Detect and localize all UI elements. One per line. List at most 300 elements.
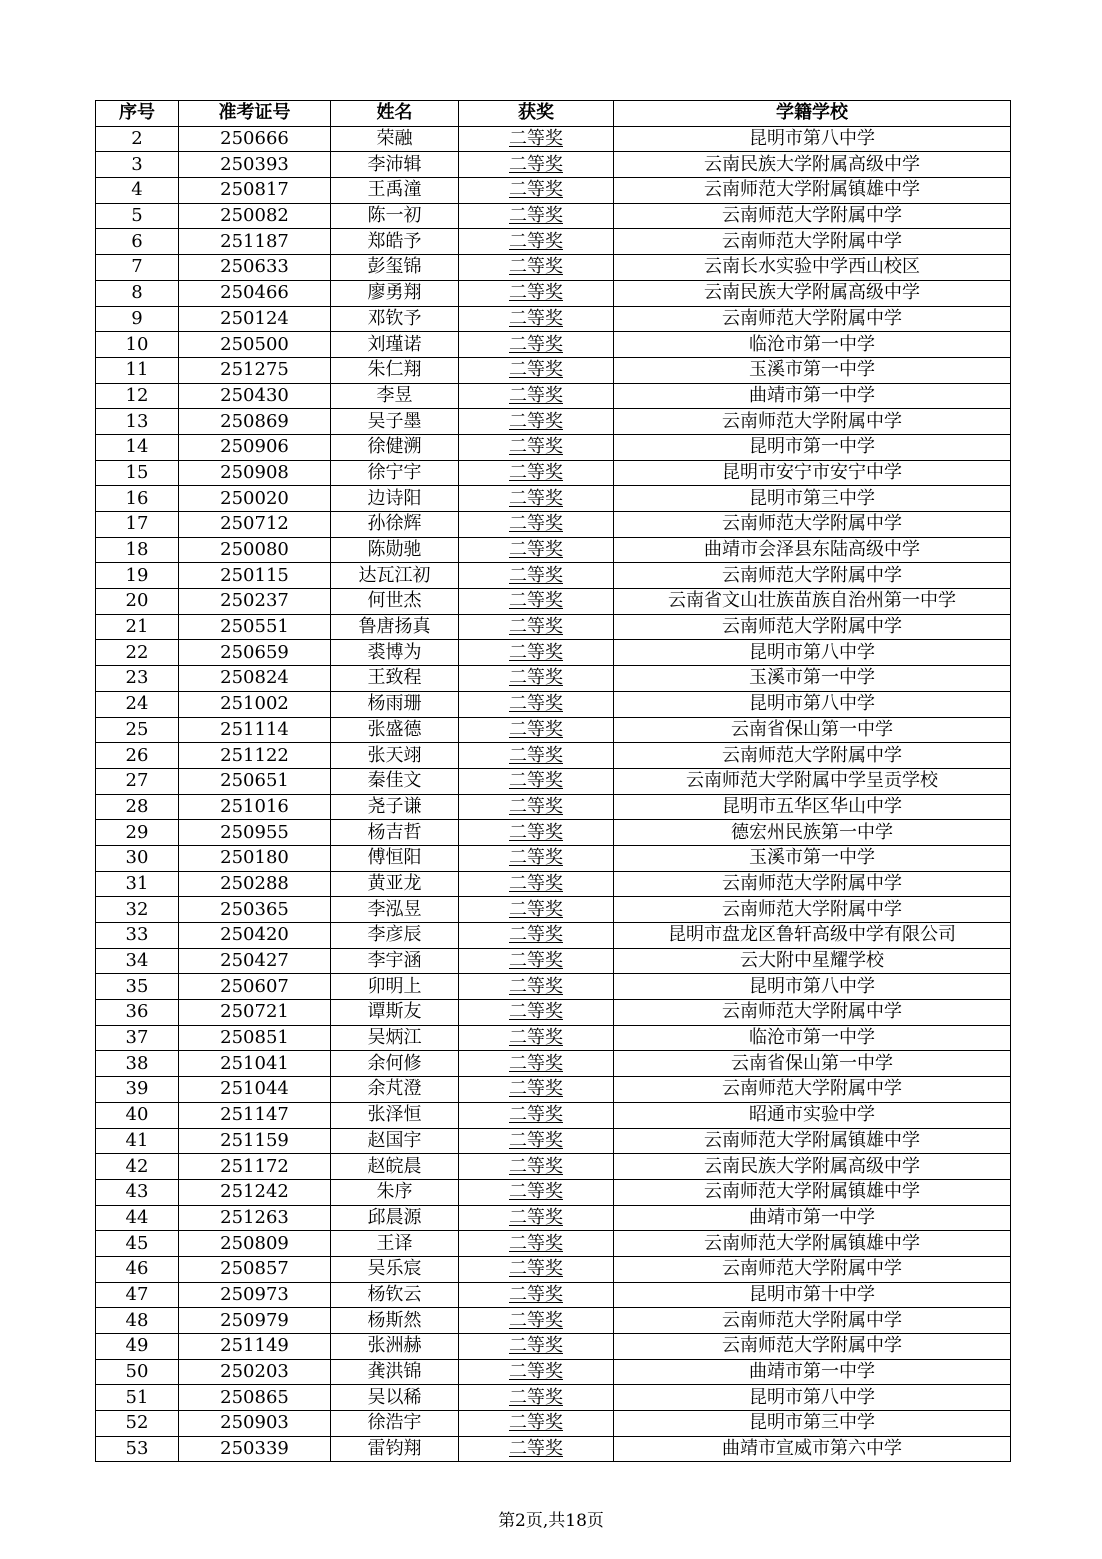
table-row	[96, 563, 1011, 589]
table-row	[96, 897, 1011, 923]
cell-award: 二等奖	[459, 1334, 614, 1360]
cell-serial-number: 43	[96, 1179, 179, 1205]
table-row	[96, 1256, 1011, 1282]
cell-name: 赵皖晨	[331, 1154, 459, 1180]
cell-school: 昆明市安宁市安宁中学	[614, 460, 1011, 486]
cell-admission-ticket-number: 250124	[179, 306, 331, 332]
cell-award: 二等奖	[459, 1308, 614, 1334]
cell-award: 二等奖	[459, 1154, 614, 1180]
cell-name: 张天翊	[331, 743, 459, 769]
cell-award: 二等奖	[459, 178, 614, 204]
cell-school: 云南师范大学附属中学	[614, 1334, 1011, 1360]
cell-award: 二等奖	[459, 845, 614, 871]
cell-serial-number: 40	[96, 1102, 179, 1128]
cell-admission-ticket-number: 250659	[179, 640, 331, 666]
table-row	[96, 178, 1011, 204]
cell-name: 彭玺锦	[331, 255, 459, 281]
cell-school: 云南师范大学附属中学	[614, 743, 1011, 769]
cell-name: 吴乐宸	[331, 1256, 459, 1282]
cell-name: 廖勇翔	[331, 280, 459, 306]
table-row	[96, 1051, 1011, 1077]
cell-admission-ticket-number: 251275	[179, 357, 331, 383]
cell-school: 云南长水实验中学西山校区	[614, 255, 1011, 281]
table-row	[96, 640, 1011, 666]
cell-school: 临沧市第一中学	[614, 332, 1011, 358]
table-row	[96, 1205, 1011, 1231]
cell-admission-ticket-number: 250903	[179, 1411, 331, 1437]
cell-name: 李宇涵	[331, 948, 459, 974]
table-row	[96, 1000, 1011, 1026]
cell-name: 陈一初	[331, 203, 459, 229]
cell-serial-number: 32	[96, 897, 179, 923]
cell-admission-ticket-number: 250633	[179, 255, 331, 281]
cell-admission-ticket-number: 251149	[179, 1334, 331, 1360]
cell-admission-ticket-number: 251041	[179, 1051, 331, 1077]
table-row	[96, 794, 1011, 820]
cell-serial-number: 12	[96, 383, 179, 409]
cell-award: 二等奖	[459, 512, 614, 538]
cell-award: 二等奖	[459, 923, 614, 949]
cell-serial-number: 18	[96, 537, 179, 563]
cell-school: 云南师范大学附属中学	[614, 897, 1011, 923]
cell-school: 昆明市第八中学	[614, 1385, 1011, 1411]
header-award: 获奖	[459, 101, 614, 127]
cell-name: 徐浩宇	[331, 1411, 459, 1437]
cell-serial-number: 45	[96, 1231, 179, 1257]
cell-name: 邓钦予	[331, 306, 459, 332]
cell-name: 尧子谦	[331, 794, 459, 820]
cell-award: 二等奖	[459, 1205, 614, 1231]
cell-award: 二等奖	[459, 1000, 614, 1026]
table-row	[96, 1334, 1011, 1360]
cell-admission-ticket-number: 250020	[179, 486, 331, 512]
cell-name: 吴以稀	[331, 1385, 459, 1411]
cell-name: 张洲赫	[331, 1334, 459, 1360]
cell-serial-number: 10	[96, 332, 179, 358]
cell-award: 二等奖	[459, 1102, 614, 1128]
cell-admission-ticket-number: 250339	[179, 1436, 331, 1462]
header-name: 姓名	[331, 101, 459, 127]
cell-serial-number: 25	[96, 717, 179, 743]
cell-serial-number: 4	[96, 178, 179, 204]
table-row	[96, 666, 1011, 692]
cell-award: 二等奖	[459, 126, 614, 152]
cell-admission-ticket-number: 251263	[179, 1205, 331, 1231]
header-serial-number: 序号	[96, 101, 179, 127]
cell-award: 二等奖	[459, 974, 614, 1000]
page-number-footer: 第2页,共18页	[498, 1511, 604, 1531]
cell-name: 王禹潼	[331, 178, 459, 204]
table-row	[96, 1102, 1011, 1128]
cell-school: 云南师范大学附属中学	[614, 512, 1011, 538]
cell-school: 昆明市盘龙区鲁轩高级中学有限公司	[614, 923, 1011, 949]
cell-name: 杨吉哲	[331, 820, 459, 846]
cell-award: 二等奖	[459, 897, 614, 923]
cell-award: 二等奖	[459, 871, 614, 897]
cell-admission-ticket-number: 250955	[179, 820, 331, 846]
cell-serial-number: 20	[96, 589, 179, 615]
cell-award: 二等奖	[459, 820, 614, 846]
table-row	[96, 948, 1011, 974]
table-row	[96, 409, 1011, 435]
table-row	[96, 332, 1011, 358]
cell-award: 二等奖	[459, 332, 614, 358]
cell-admission-ticket-number: 250979	[179, 1308, 331, 1334]
cell-award: 二等奖	[459, 1051, 614, 1077]
header-school: 学籍学校	[614, 101, 1011, 127]
cell-name: 李昱	[331, 383, 459, 409]
table-row	[96, 1385, 1011, 1411]
table-row	[96, 383, 1011, 409]
cell-serial-number: 7	[96, 255, 179, 281]
cell-name: 裘博为	[331, 640, 459, 666]
cell-name: 张盛德	[331, 717, 459, 743]
cell-name: 邱晨源	[331, 1205, 459, 1231]
table-header-row	[96, 101, 1011, 127]
cell-award: 二等奖	[459, 768, 614, 794]
cell-award: 二等奖	[459, 1282, 614, 1308]
cell-school: 曲靖市会泽县东陆高级中学	[614, 537, 1011, 563]
cell-school: 曲靖市第一中学	[614, 383, 1011, 409]
table-row	[96, 229, 1011, 255]
cell-admission-ticket-number: 250857	[179, 1256, 331, 1282]
table-row	[96, 1077, 1011, 1103]
table-row	[96, 255, 1011, 281]
cell-admission-ticket-number: 250851	[179, 1025, 331, 1051]
cell-award: 二等奖	[459, 1077, 614, 1103]
cell-school: 昆明市第三中学	[614, 1411, 1011, 1437]
cell-admission-ticket-number: 250427	[179, 948, 331, 974]
cell-name: 鲁唐扬真	[331, 614, 459, 640]
cell-award: 二等奖	[459, 1385, 614, 1411]
cell-school: 云南师范大学附属镇雄中学	[614, 178, 1011, 204]
cell-school: 云南师范大学附属中学	[614, 306, 1011, 332]
cell-award: 二等奖	[459, 383, 614, 409]
cell-school: 云南省保山第一中学	[614, 1051, 1011, 1077]
cell-award: 二等奖	[459, 1411, 614, 1437]
cell-name: 朱仁翔	[331, 357, 459, 383]
cell-admission-ticket-number: 251016	[179, 794, 331, 820]
cell-award: 二等奖	[459, 1359, 614, 1385]
table-row	[96, 923, 1011, 949]
cell-award: 二等奖	[459, 1231, 614, 1257]
cell-admission-ticket-number: 250908	[179, 460, 331, 486]
table-row	[96, 306, 1011, 332]
table-row	[96, 1359, 1011, 1385]
cell-serial-number: 48	[96, 1308, 179, 1334]
cell-name: 陈勋驰	[331, 537, 459, 563]
table-row	[96, 460, 1011, 486]
cell-school: 昆明市第八中学	[614, 974, 1011, 1000]
cell-admission-ticket-number: 250180	[179, 845, 331, 871]
cell-admission-ticket-number: 250666	[179, 126, 331, 152]
cell-award: 二等奖	[459, 691, 614, 717]
cell-admission-ticket-number: 250809	[179, 1231, 331, 1257]
cell-admission-ticket-number: 250365	[179, 897, 331, 923]
cell-name: 李泓昱	[331, 897, 459, 923]
cell-school: 云南师范大学附属中学	[614, 1000, 1011, 1026]
cell-award: 二等奖	[459, 640, 614, 666]
cell-school: 云南师范大学附属镇雄中学	[614, 1128, 1011, 1154]
cell-school: 云南师范大学附属中学	[614, 614, 1011, 640]
table-row	[96, 486, 1011, 512]
cell-school: 昆明市第八中学	[614, 126, 1011, 152]
table-row	[96, 1179, 1011, 1205]
table-row	[96, 743, 1011, 769]
cell-name: 吴炳江	[331, 1025, 459, 1051]
cell-serial-number: 14	[96, 434, 179, 460]
cell-school: 云南民族大学附属高级中学	[614, 280, 1011, 306]
table-row	[96, 589, 1011, 615]
cell-award: 二等奖	[459, 717, 614, 743]
cell-serial-number: 51	[96, 1385, 179, 1411]
cell-admission-ticket-number: 250237	[179, 589, 331, 615]
cell-award: 二等奖	[459, 1436, 614, 1462]
cell-school: 云南师范大学附属中学	[614, 1077, 1011, 1103]
cell-award: 二等奖	[459, 1179, 614, 1205]
cell-serial-number: 49	[96, 1334, 179, 1360]
cell-serial-number: 9	[96, 306, 179, 332]
cell-serial-number: 35	[96, 974, 179, 1000]
cell-award: 二等奖	[459, 1025, 614, 1051]
cell-award: 二等奖	[459, 563, 614, 589]
cell-name: 杨雨珊	[331, 691, 459, 717]
header-admission-ticket-number: 准考证号	[179, 101, 331, 127]
cell-admission-ticket-number: 250865	[179, 1385, 331, 1411]
cell-admission-ticket-number: 250817	[179, 178, 331, 204]
cell-name: 徐宁宇	[331, 460, 459, 486]
cell-serial-number: 42	[96, 1154, 179, 1180]
cell-serial-number: 47	[96, 1282, 179, 1308]
cell-serial-number: 33	[96, 923, 179, 949]
table-row	[96, 1411, 1011, 1437]
table-row	[96, 1025, 1011, 1051]
cell-name: 黄亚龙	[331, 871, 459, 897]
cell-school: 临沧市第一中学	[614, 1025, 1011, 1051]
cell-school: 云南师范大学附属中学	[614, 229, 1011, 255]
cell-school: 云南师范大学附属中学	[614, 1256, 1011, 1282]
cell-school: 玉溪市第一中学	[614, 845, 1011, 871]
cell-admission-ticket-number: 250651	[179, 768, 331, 794]
cell-name: 王致程	[331, 666, 459, 692]
cell-admission-ticket-number: 250551	[179, 614, 331, 640]
cell-serial-number: 29	[96, 820, 179, 846]
cell-school: 昆明市第八中学	[614, 640, 1011, 666]
table-row	[96, 1128, 1011, 1154]
cell-admission-ticket-number: 251147	[179, 1102, 331, 1128]
cell-serial-number: 13	[96, 409, 179, 435]
cell-award: 二等奖	[459, 357, 614, 383]
cell-name: 刘瑾诺	[331, 332, 459, 358]
cell-serial-number: 37	[96, 1025, 179, 1051]
cell-admission-ticket-number: 250430	[179, 383, 331, 409]
cell-name: 张泽恒	[331, 1102, 459, 1128]
cell-school: 曲靖市第一中学	[614, 1359, 1011, 1385]
cell-serial-number: 16	[96, 486, 179, 512]
table-row	[96, 357, 1011, 383]
table-row	[96, 152, 1011, 178]
cell-admission-ticket-number: 250824	[179, 666, 331, 692]
cell-serial-number: 15	[96, 460, 179, 486]
table-row	[96, 1308, 1011, 1334]
cell-serial-number: 19	[96, 563, 179, 589]
cell-award: 二等奖	[459, 434, 614, 460]
cell-school: 云南师范大学附属中学	[614, 563, 1011, 589]
cell-school: 云南民族大学附属高级中学	[614, 152, 1011, 178]
cell-school: 昆明市第一中学	[614, 434, 1011, 460]
cell-award: 二等奖	[459, 306, 614, 332]
cell-serial-number: 38	[96, 1051, 179, 1077]
cell-school: 云大附中星耀学校	[614, 948, 1011, 974]
cell-school: 云南师范大学附属中学	[614, 1308, 1011, 1334]
cell-name: 谭斯友	[331, 1000, 459, 1026]
cell-serial-number: 17	[96, 512, 179, 538]
cell-admission-ticket-number: 250973	[179, 1282, 331, 1308]
cell-serial-number: 8	[96, 280, 179, 306]
table-row	[96, 845, 1011, 871]
cell-name: 赵国宇	[331, 1128, 459, 1154]
cell-school: 德宏州民族第一中学	[614, 820, 1011, 846]
cell-school: 昆明市第三中学	[614, 486, 1011, 512]
cell-admission-ticket-number: 250080	[179, 537, 331, 563]
cell-school: 云南师范大学附属中学	[614, 409, 1011, 435]
cell-name: 边诗阳	[331, 486, 459, 512]
cell-admission-ticket-number: 250420	[179, 923, 331, 949]
cell-serial-number: 41	[96, 1128, 179, 1154]
cell-name: 王译	[331, 1231, 459, 1257]
results-table-container	[95, 100, 1011, 1462]
cell-school: 曲靖市宣威市第六中学	[614, 1436, 1011, 1462]
cell-award: 二等奖	[459, 152, 614, 178]
cell-admission-ticket-number: 250721	[179, 1000, 331, 1026]
cell-award: 二等奖	[459, 280, 614, 306]
cell-admission-ticket-number: 251114	[179, 717, 331, 743]
cell-admission-ticket-number: 251122	[179, 743, 331, 769]
cell-name: 傅恒阳	[331, 845, 459, 871]
cell-serial-number: 34	[96, 948, 179, 974]
cell-name: 秦佳文	[331, 768, 459, 794]
cell-school: 云南民族大学附属高级中学	[614, 1154, 1011, 1180]
cell-school: 昆明市五华区华山中学	[614, 794, 1011, 820]
cell-school: 玉溪市第一中学	[614, 666, 1011, 692]
cell-school: 云南师范大学附属镇雄中学	[614, 1231, 1011, 1257]
table-row	[96, 512, 1011, 538]
cell-school: 云南师范大学附属中学呈贡学校	[614, 768, 1011, 794]
cell-admission-ticket-number: 251187	[179, 229, 331, 255]
cell-award: 二等奖	[459, 255, 614, 281]
table-row	[96, 1436, 1011, 1462]
cell-admission-ticket-number: 250082	[179, 203, 331, 229]
cell-name: 吴子墨	[331, 409, 459, 435]
cell-admission-ticket-number: 251159	[179, 1128, 331, 1154]
cell-name: 徐健溯	[331, 434, 459, 460]
cell-serial-number: 5	[96, 203, 179, 229]
table-row	[96, 280, 1011, 306]
cell-award: 二等奖	[459, 666, 614, 692]
cell-serial-number: 46	[96, 1256, 179, 1282]
cell-school: 云南师范大学附属中学	[614, 203, 1011, 229]
table-row	[96, 1154, 1011, 1180]
cell-school: 云南师范大学附属镇雄中学	[614, 1179, 1011, 1205]
award-results-table	[95, 100, 1011, 1462]
cell-admission-ticket-number: 250906	[179, 434, 331, 460]
cell-serial-number: 22	[96, 640, 179, 666]
cell-award: 二等奖	[459, 743, 614, 769]
cell-serial-number: 27	[96, 768, 179, 794]
cell-serial-number: 52	[96, 1411, 179, 1437]
cell-serial-number: 30	[96, 845, 179, 871]
table-row	[96, 871, 1011, 897]
cell-award: 二等奖	[459, 948, 614, 974]
cell-serial-number: 3	[96, 152, 179, 178]
cell-award: 二等奖	[459, 409, 614, 435]
cell-admission-ticket-number: 250115	[179, 563, 331, 589]
cell-admission-ticket-number: 250466	[179, 280, 331, 306]
cell-school: 云南师范大学附属中学	[614, 871, 1011, 897]
cell-name: 郑皓予	[331, 229, 459, 255]
cell-admission-ticket-number: 250712	[179, 512, 331, 538]
cell-serial-number: 28	[96, 794, 179, 820]
table-row	[96, 1231, 1011, 1257]
cell-name: 朱序	[331, 1179, 459, 1205]
cell-school: 玉溪市第一中学	[614, 357, 1011, 383]
cell-award: 二等奖	[459, 229, 614, 255]
cell-name: 达瓦江初	[331, 563, 459, 589]
table-row	[96, 768, 1011, 794]
cell-admission-ticket-number: 251242	[179, 1179, 331, 1205]
cell-serial-number: 50	[96, 1359, 179, 1385]
cell-admission-ticket-number: 250393	[179, 152, 331, 178]
cell-admission-ticket-number: 251002	[179, 691, 331, 717]
table-row	[96, 717, 1011, 743]
table-row	[96, 974, 1011, 1000]
cell-award: 二等奖	[459, 486, 614, 512]
cell-serial-number: 6	[96, 229, 179, 255]
cell-school: 云南省文山壮族苗族自治州第一中学	[614, 589, 1011, 615]
cell-name: 孙徐辉	[331, 512, 459, 538]
cell-admission-ticket-number: 250288	[179, 871, 331, 897]
cell-serial-number: 26	[96, 743, 179, 769]
cell-serial-number: 39	[96, 1077, 179, 1103]
cell-serial-number: 23	[96, 666, 179, 692]
cell-serial-number: 11	[96, 357, 179, 383]
cell-name: 雷钧翔	[331, 1436, 459, 1462]
table-row	[96, 820, 1011, 846]
cell-admission-ticket-number: 251172	[179, 1154, 331, 1180]
cell-school: 昆明市第八中学	[614, 691, 1011, 717]
cell-name: 龚洪锦	[331, 1359, 459, 1385]
table-row	[96, 126, 1011, 152]
cell-serial-number: 2	[96, 126, 179, 152]
cell-award: 二等奖	[459, 589, 614, 615]
cell-award: 二等奖	[459, 537, 614, 563]
cell-name: 李沛辑	[331, 152, 459, 178]
cell-serial-number: 21	[96, 614, 179, 640]
cell-school: 昭通市实验中学	[614, 1102, 1011, 1128]
cell-name: 何世杰	[331, 589, 459, 615]
table-row	[96, 537, 1011, 563]
cell-award: 二等奖	[459, 1256, 614, 1282]
table-row	[96, 614, 1011, 640]
cell-name: 卯明上	[331, 974, 459, 1000]
cell-name: 杨钦云	[331, 1282, 459, 1308]
cell-name: 杨斯然	[331, 1308, 459, 1334]
cell-admission-ticket-number: 251044	[179, 1077, 331, 1103]
cell-school: 云南省保山第一中学	[614, 717, 1011, 743]
cell-name: 余芃澄	[331, 1077, 459, 1103]
cell-admission-ticket-number: 250607	[179, 974, 331, 1000]
cell-award: 二等奖	[459, 460, 614, 486]
